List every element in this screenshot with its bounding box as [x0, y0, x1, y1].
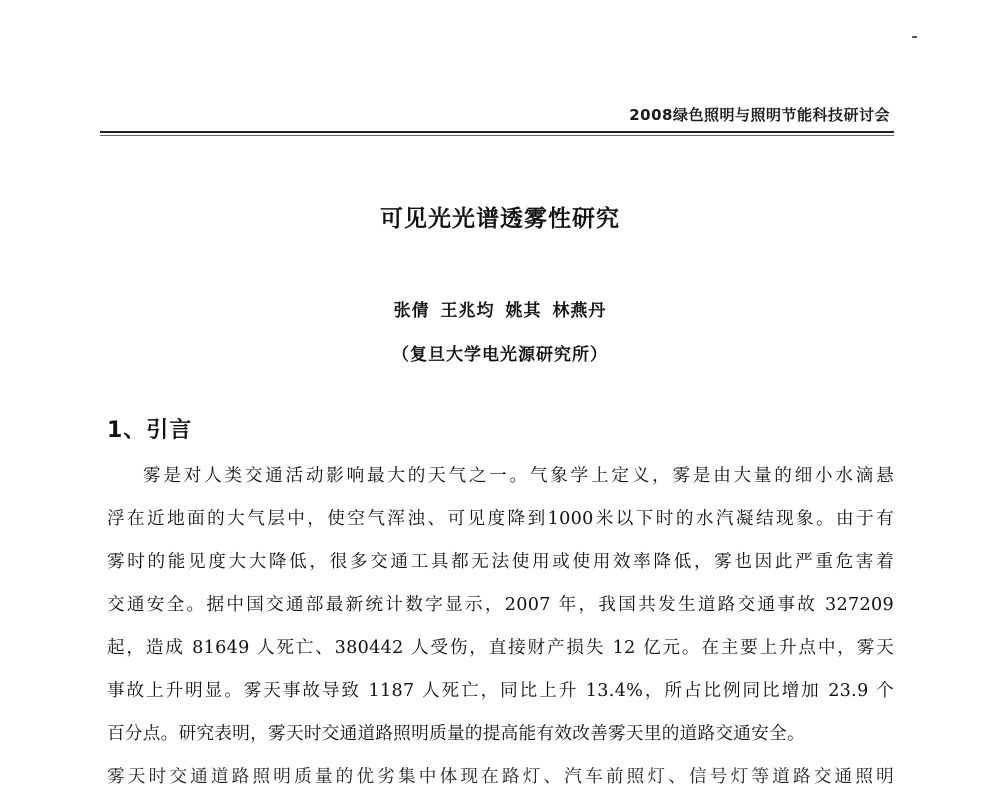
section-body — [107, 460, 894, 804]
body-text-line: 雾天时交通道路照明质量的优劣集中体现在路灯、汽车前照灯、信号灯等道路交通照明 — [107, 767, 894, 787]
body-text-line: 雾是对人类交通活动影响最大的天气之一。气象学上定义，雾是由大量的细小水滴悬 — [143, 466, 894, 486]
paper-title: 可见光光谱透雾性研究 — [380, 206, 620, 232]
header-rule-thin — [100, 135, 894, 136]
body-text-line: 雾时的能见度大大降低，很多交通工具都无法使用或使用效率降低，雾也因此严重危害着 — [107, 552, 894, 572]
running-header: 2008绿色照明与照明节能科技研讨会 — [629, 106, 890, 124]
author-affiliation: （复旦大学电光源研究所） — [392, 345, 608, 365]
header-rule — [100, 131, 894, 133]
author-list: 张倩 王兆均 姚其 林燕丹 — [393, 301, 607, 321]
section-heading: 1、引言 — [107, 418, 193, 443]
body-text-line: 交通安全。据中国交通部最新统计数字显示，2007 年，我国共发生道路交通事故 327209 — [107, 595, 894, 615]
body-text-line: 浮在近地面的大气层中，使空气浑浊、可见度降到1000米以下时的水汽凝结现象。由于有 — [107, 509, 895, 529]
body-text-line: 起，造成 81649 人死亡、380442 人受伤，直接财产损失 12 亿元。在主要上升点中，雾天 — [107, 638, 894, 658]
body-text-line: 事故上升明显。雾天事故导致 1187 人死亡，同比上升 13.4%，所占比例同比增加 23.9 个 — [107, 681, 894, 701]
scan-artifact — [912, 36, 917, 38]
body-text-line: 百分点。研究表明，雾天时交通道路照明质量的提高能有效改善雾天里的道路交通安全。 — [107, 724, 805, 744]
